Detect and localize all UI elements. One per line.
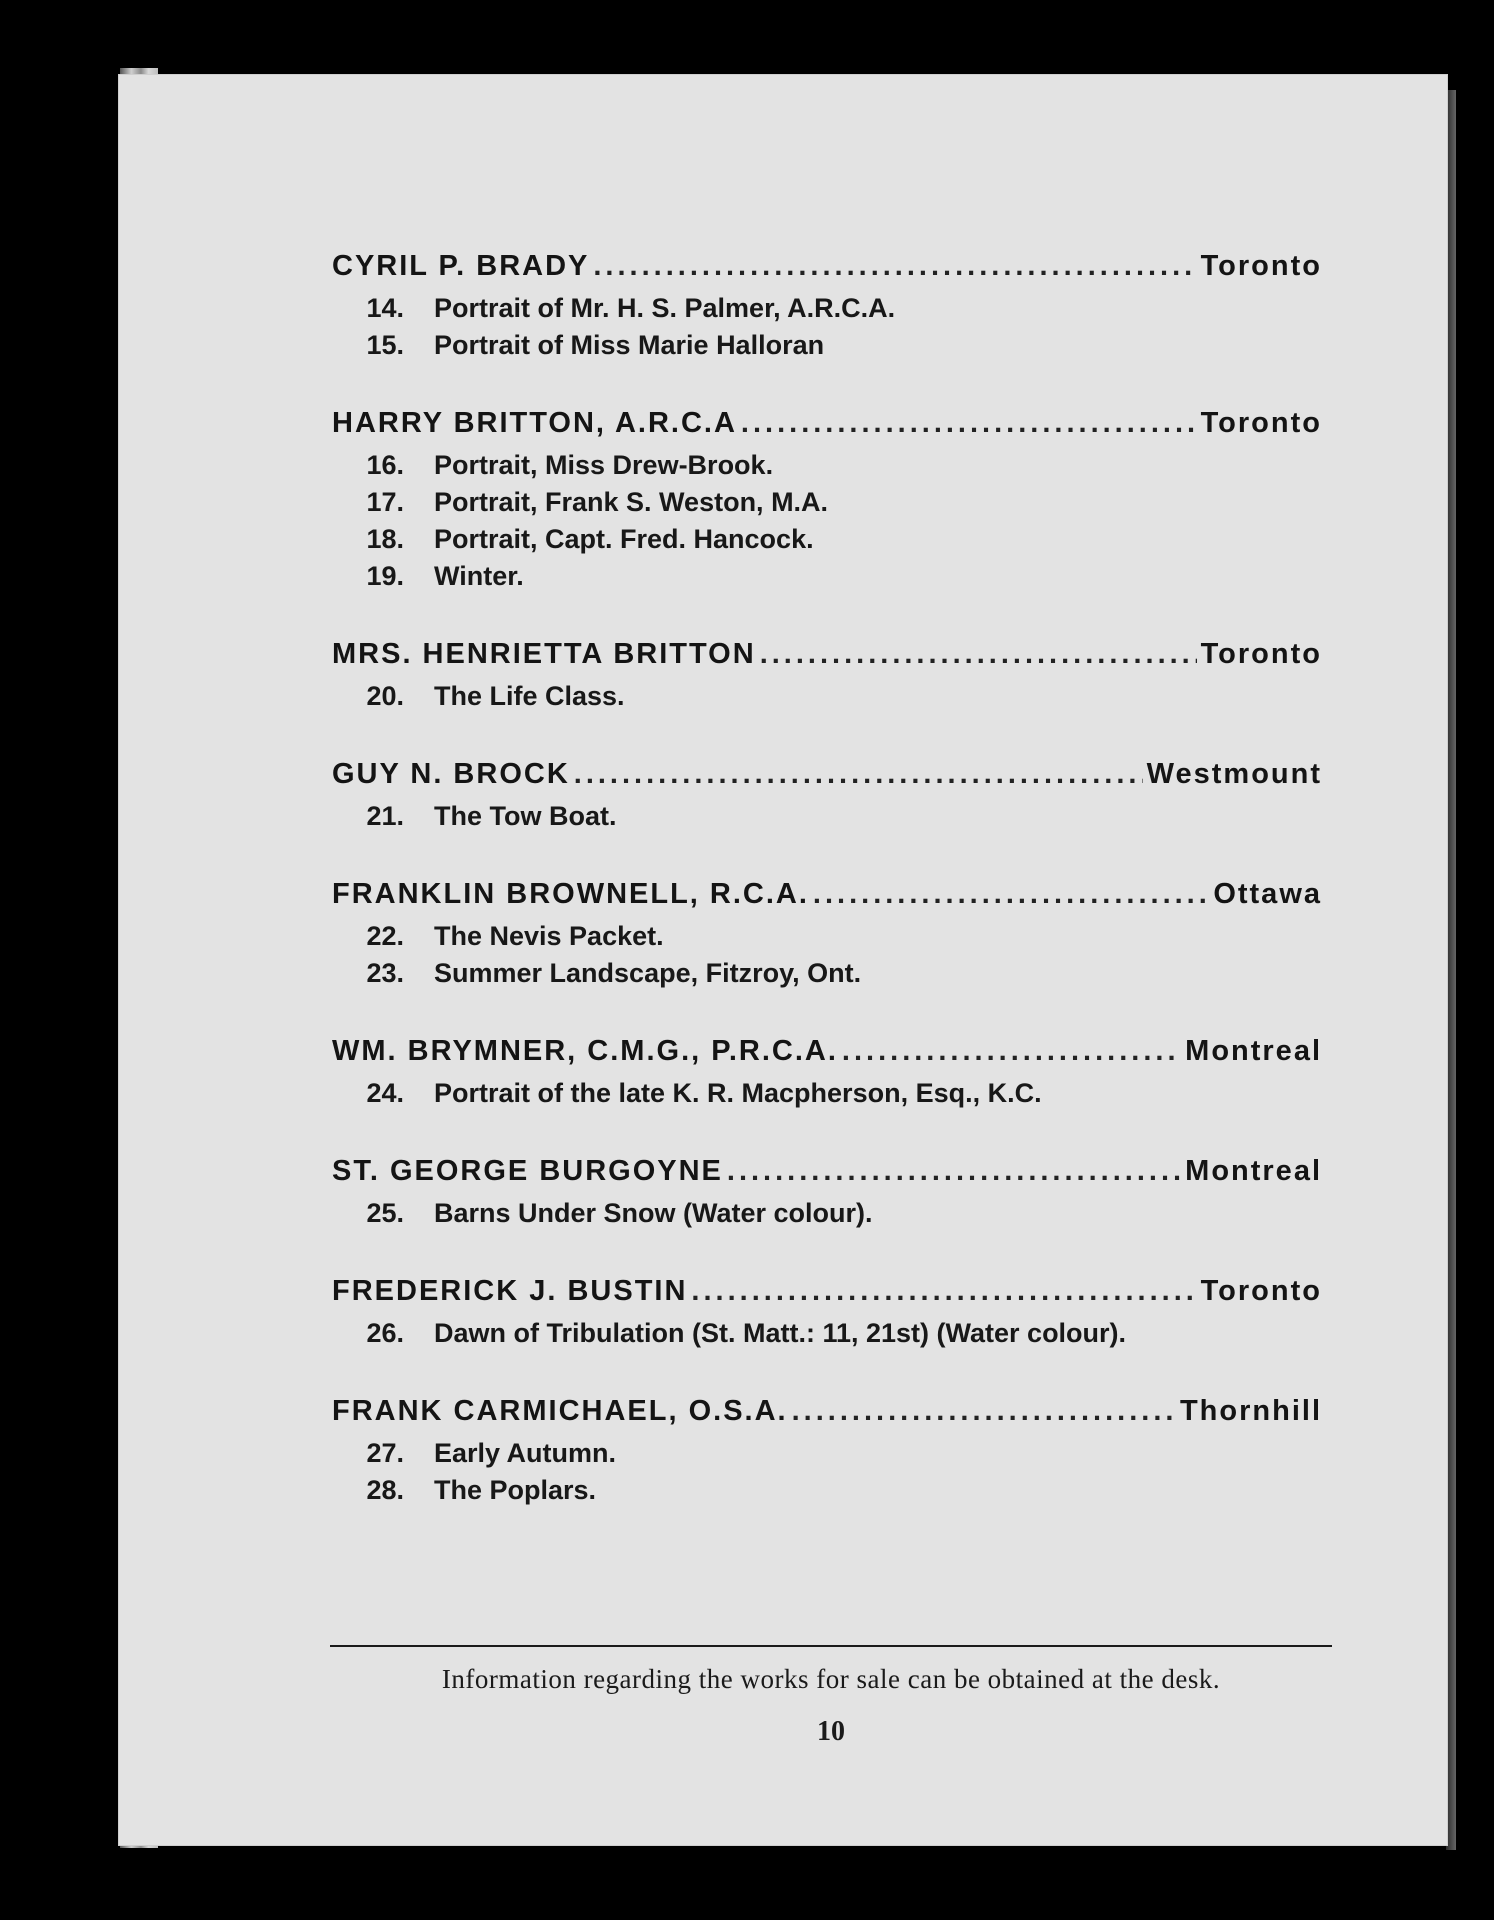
work-number: 18.	[366, 524, 404, 554]
work-title: The Nevis Packet.	[434, 921, 664, 951]
dot-leader	[691, 1275, 1196, 1308]
artist-name: ST. GEORGE BURGOYNE	[332, 1155, 723, 1187]
artist-heading	[332, 1035, 1322, 1075]
work-item	[332, 484, 1322, 521]
work-number: 16.	[366, 450, 404, 480]
artist-city: Westmount	[1146, 758, 1322, 790]
artist-name: HARRY BRITTON, A.R.C.A	[332, 407, 737, 439]
artist-city: Thornhill	[1179, 1395, 1322, 1427]
artist-heading	[332, 250, 1322, 290]
artist-city: Montreal	[1185, 1155, 1322, 1187]
artist-city: Toronto	[1200, 1275, 1322, 1307]
work-number: 24.	[366, 1078, 404, 1108]
work-number: 20.	[366, 681, 404, 711]
work-title: Portrait of the late K. R. Macpherson, Esq., K.C.	[434, 1078, 1042, 1108]
artist-city: Toronto	[1200, 407, 1322, 439]
work-number: 26.	[366, 1318, 404, 1348]
work-title: The Life Class.	[434, 681, 625, 711]
artist-entry	[332, 878, 1322, 992]
artist-city: Ottawa	[1213, 878, 1322, 910]
work-number: 25.	[366, 1198, 404, 1228]
work-item	[332, 327, 1322, 364]
work-number: 19.	[366, 561, 404, 591]
work-item	[332, 1435, 1322, 1472]
artist-heading	[332, 638, 1322, 678]
dot-leader	[727, 1155, 1181, 1188]
work-number: 17.	[366, 487, 404, 517]
artist-name: FRANK CARMICHAEL, O.S.A.	[332, 1395, 788, 1427]
work-item	[332, 798, 1322, 835]
work-number: 14.	[366, 293, 404, 323]
artist-entry	[332, 1395, 1322, 1509]
work-item	[332, 918, 1322, 955]
exhibit-list	[332, 250, 1322, 1552]
work-number: 23.	[366, 958, 404, 988]
work-number: 21.	[366, 801, 404, 831]
artist-entry	[332, 250, 1322, 364]
artist-heading	[332, 1155, 1322, 1195]
work-title: The Tow Boat.	[434, 801, 617, 831]
work-number: 22.	[366, 921, 404, 951]
artist-name: GUY N. BROCK	[332, 758, 570, 790]
work-title: Summer Landscape, Fitzroy, Ont.	[434, 958, 862, 988]
work-item	[332, 290, 1322, 327]
artist-city: Montreal	[1185, 1035, 1322, 1067]
artist-name: CYRIL P. BRADY	[332, 250, 590, 282]
dot-leader	[813, 878, 1209, 911]
work-item	[332, 678, 1322, 715]
artist-entry	[332, 407, 1322, 595]
artist-city: Toronto	[1200, 638, 1322, 670]
dot-leader	[760, 638, 1197, 671]
work-item	[332, 1315, 1322, 1352]
artist-entry	[332, 758, 1322, 835]
work-title: Dawn of Tribulation (St. Matt.: 11, 21st) (Water colour).	[434, 1318, 1127, 1348]
work-title: Winter.	[434, 561, 524, 591]
work-item	[332, 1075, 1322, 1112]
work-item	[332, 955, 1322, 992]
work-item	[332, 521, 1322, 558]
artist-heading	[332, 1275, 1322, 1315]
work-title: Portrait, Frank S. Weston, M.A.	[434, 487, 829, 517]
dot-leader	[741, 407, 1197, 440]
artist-heading	[332, 407, 1322, 447]
artist-name: MRS. HENRIETTA BRITTON	[332, 638, 756, 670]
artist-entry	[332, 1035, 1322, 1112]
work-title: Portrait of Miss Marie Halloran	[434, 330, 825, 360]
artist-heading	[332, 1395, 1322, 1435]
work-number: 28.	[366, 1475, 404, 1505]
work-title: Portrait, Capt. Fred. Hancock.	[434, 524, 814, 554]
work-item	[332, 558, 1322, 595]
work-item	[332, 1472, 1322, 1509]
page-number: 10	[817, 1716, 845, 1747]
work-title: The Poplars.	[434, 1475, 597, 1505]
dot-leader	[574, 758, 1143, 791]
artist-heading	[332, 878, 1322, 918]
artist-entry	[332, 1275, 1322, 1352]
artist-name: FREDERICK J. BUSTIN	[332, 1275, 688, 1307]
work-number: 27.	[366, 1438, 404, 1468]
work-item	[332, 1195, 1322, 1232]
artist-entry	[332, 638, 1322, 715]
artist-city: Toronto	[1200, 250, 1322, 282]
work-title: Portrait, Miss Drew-Brook.	[434, 450, 774, 480]
work-title: Barns Under Snow (Water colour).	[434, 1198, 873, 1228]
work-title: Portrait of Mr. H. S. Palmer, A.R.C.A.	[434, 293, 896, 323]
artist-entry	[332, 1155, 1322, 1232]
sale-info-note: Information regarding the works for sale can be obtained at the desk.	[441, 1664, 1221, 1694]
divider-rule	[330, 1645, 1332, 1647]
dot-leader	[593, 250, 1196, 283]
work-number: 15.	[366, 330, 404, 360]
work-title: Early Autumn.	[434, 1438, 617, 1468]
artist-name: WM. BRYMNER, C.M.G., P.R.C.A.	[332, 1035, 838, 1067]
dot-leader	[842, 1035, 1181, 1068]
work-item	[332, 447, 1322, 484]
artist-name: FRANKLIN BROWNELL, R.C.A.	[332, 878, 809, 910]
artist-heading	[332, 758, 1322, 798]
dot-leader	[792, 1395, 1176, 1428]
